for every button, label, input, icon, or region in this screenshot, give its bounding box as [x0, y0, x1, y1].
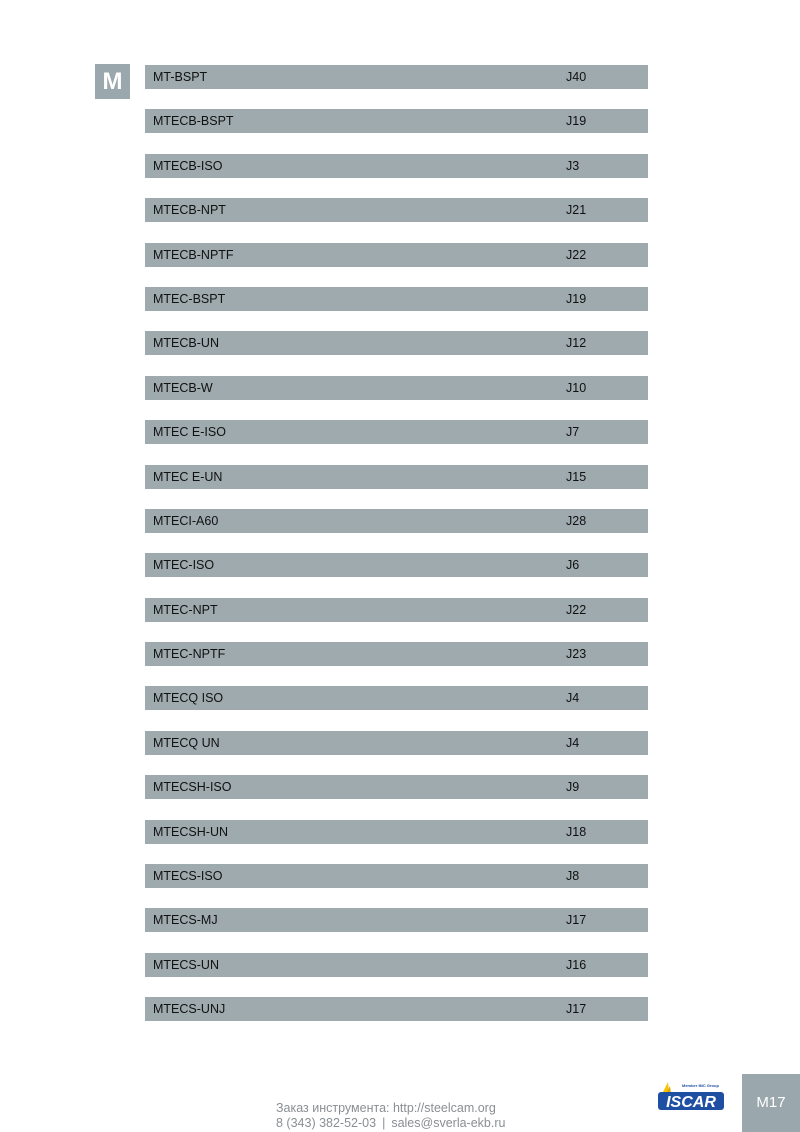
index-row-page-ref: J4 [566, 691, 580, 706]
index-row-code: MTEC-ISO [153, 558, 215, 573]
index-row-page-ref: J17 [566, 1002, 587, 1017]
index-row-code: MTECSH-UN [153, 824, 228, 839]
svg-text:Member IMC Group: Member IMC Group [682, 1083, 719, 1088]
index-row[interactable] [145, 908, 648, 932]
index-list [145, 65, 648, 1042]
index-row[interactable] [145, 109, 648, 133]
index-row[interactable] [145, 331, 648, 355]
footer-order-line[interactable]: Заказ инструмента: http://steelcam.org [276, 1101, 496, 1115]
index-row-code: MT-BSPT [153, 70, 208, 84]
index-row-code: MTECS-MJ [153, 913, 218, 928]
index-row-page-ref: J3 [566, 158, 580, 173]
page-number-tab: M17 [742, 1074, 800, 1132]
index-row-code: MTECB-NPT [153, 203, 226, 218]
index-row-page-ref: J18 [566, 824, 587, 839]
index-row-page-ref: J4 [566, 735, 580, 750]
index-row[interactable] [145, 820, 648, 844]
index-row-code: MTECI-A60 [153, 513, 219, 528]
index-row[interactable] [145, 731, 648, 755]
index-row-page-ref: J9 [566, 780, 580, 795]
index-row-page-ref: J40 [566, 70, 587, 84]
svg-text:ISCAR: ISCAR [666, 1094, 716, 1111]
index-row-code: MTEC E-ISO [153, 425, 226, 440]
index-row-page-ref: J23 [566, 647, 587, 662]
index-row-code: MTECSH-ISO [153, 780, 232, 795]
index-row[interactable] [145, 198, 648, 222]
index-row[interactable] [145, 953, 648, 977]
index-row[interactable] [145, 864, 648, 888]
index-row[interactable] [145, 287, 648, 311]
index-row-code: MTECQ ISO [153, 691, 224, 706]
index-row-page-ref: J21 [566, 203, 587, 218]
index-row-page-ref: J17 [566, 913, 587, 928]
index-row[interactable] [145, 376, 648, 400]
index-row[interactable] [145, 997, 648, 1021]
index-row[interactable] [145, 465, 648, 489]
footer [276, 1101, 505, 1131]
index-row-code: MTEC-NPT [153, 602, 218, 617]
index-row[interactable] [145, 686, 648, 710]
index-row-code: MTECB-BSPT [153, 114, 234, 129]
index-row-page-ref: J22 [566, 247, 587, 262]
index-row-page-ref: J8 [566, 869, 580, 884]
index-row-page-ref: J22 [566, 602, 587, 617]
index-row-code: MTECS-UNJ [153, 1002, 226, 1017]
index-row[interactable] [145, 598, 648, 622]
index-row-page-ref: J28 [566, 513, 587, 528]
index-row-code: MTECS-ISO [153, 869, 223, 884]
index-row-page-ref: J19 [566, 291, 587, 306]
index-row-code: MTEC-NPTF [153, 647, 226, 662]
index-row-page-ref: J16 [566, 957, 587, 972]
index-row-page-ref: J6 [566, 558, 580, 573]
index-row-code: MTECB-ISO [153, 158, 223, 173]
footer-separator: | [382, 1116, 386, 1130]
index-row[interactable] [145, 642, 648, 666]
footer-email[interactable]: sales@sverla-ekb.ru [391, 1116, 506, 1130]
index-row-page-ref: J7 [566, 425, 580, 440]
index-row-code: MTECB-NPTF [153, 247, 234, 262]
index-row[interactable] [145, 420, 648, 444]
index-row[interactable] [145, 553, 648, 577]
index-row-page-ref: J12 [566, 336, 587, 351]
index-row-page-ref: J15 [566, 469, 587, 484]
footer-phone: 8 (343) 382-52-03 [276, 1116, 377, 1130]
footer-contacts [276, 1116, 505, 1131]
index-row-page-ref: J10 [566, 380, 587, 395]
index-row-code: MTECB-W [153, 380, 213, 395]
index-row[interactable] [145, 154, 648, 178]
index-row-code: MTEC-BSPT [153, 291, 226, 306]
index-row[interactable] [145, 65, 648, 89]
index-row-code: MTEC E-UN [153, 469, 223, 484]
index-row-code: MTECS-UN [153, 957, 219, 972]
index-row[interactable] [145, 509, 648, 533]
index-row-page-ref: J19 [566, 114, 587, 129]
index-row-code: MTECQ UN [153, 735, 220, 750]
iscar-logo [656, 1080, 726, 1114]
index-row-code: MTECB-UN [153, 336, 219, 351]
section-letter-badge: M [95, 64, 130, 99]
index-row[interactable] [145, 243, 648, 267]
index-row[interactable] [145, 775, 648, 799]
